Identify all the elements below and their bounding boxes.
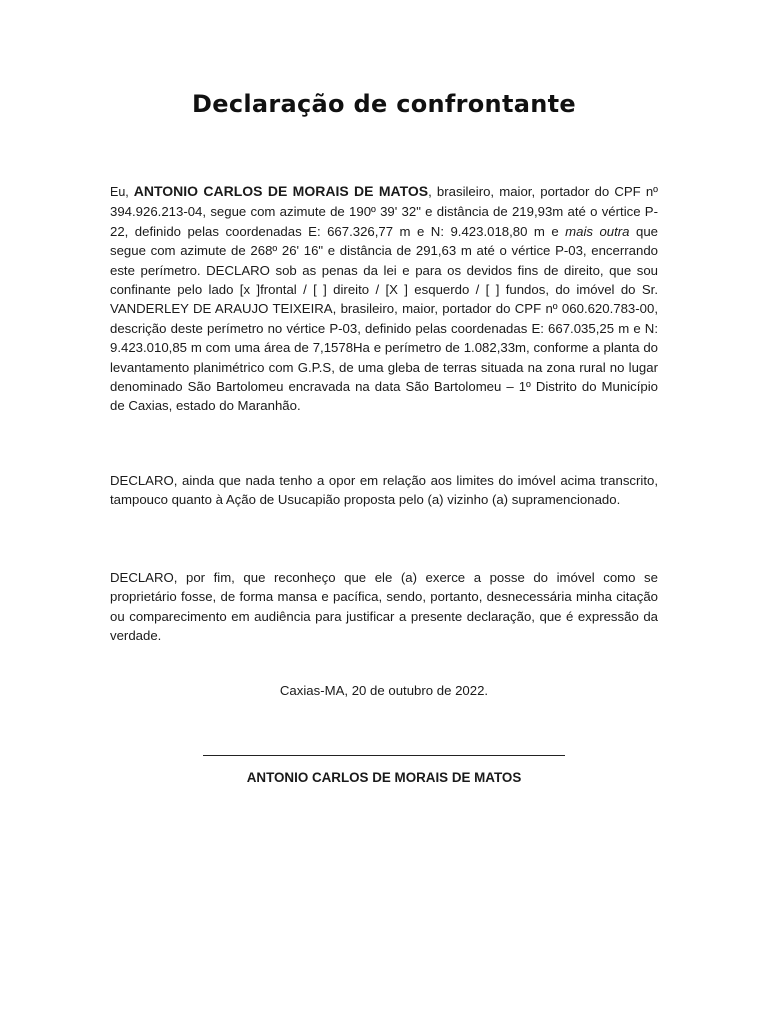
paragraph-no-opposition: DECLARO, ainda que nada tenho a opor em relação aos limites do imóvel acima transcrito, tampouco quanto à Ação de Usucapião proposta pelo (a) vizinho (a) supramencionado.	[110, 473, 658, 508]
paragraph-italic-text: mais outra	[565, 223, 630, 239]
declarant-name: ANTONIO CARLOS DE MORAIS DE MATOS	[133, 183, 429, 199]
paragraph-possession: DECLARO, por fim, que reconheço que ele (a) exerce a posse do imóvel como se proprietário fosse, de forma mansa e pacífica, sendo, portanto, desnecessária minha citação ou comparecimento em audiência para justificar a presente declaração, que é expressão da verdade.	[110, 570, 658, 644]
signature-name: ANTONIO CARLOS DE MORAIS DE MATOS	[246, 770, 522, 785]
paragraph-declaration-main	[110, 182, 658, 416]
date-line: Caxias-MA, 20 de outubro de 2022.	[279, 683, 489, 698]
signature-line	[203, 755, 565, 756]
paragraph-text-part2: que segue com azimute de 268º 26' 16" e distância de 291,63 m até o vértice P-03, encerrando este perímetro. DECLARO sob as penas da lei e para os devidos fins de direito, que sou confinante pelo lado [x ]frontal / [ ] direito / [X ] esquerdo / [ ] fundos, do imóvel do Sr. VANDERLEY DE ARAUJO TEIXEIRA, brasileiro, maior, portador do CPF nº 060.620.783-00, descrição deste perímetro no vértice P-03, definido pelas coordenadas E: 667.035,25 m e N: 9.423.010,85 m com uma área de 7,1578Ha e perímetro de 1.082,33m, conforme a planta do levantamento planimétrico com G.P.S, de uma gleba de terras situada na zona rural no lugar denominado São Bartolomeu encravada na data São Bartolomeu – 1º Distrito do Município de Caxias, estado do Maranhão.	[110, 223, 658, 414]
document-title: Declaração de confrontante	[192, 90, 576, 118]
paragraph-intro: Eu,	[110, 185, 134, 199]
paragraph-text-part1: , brasileiro, maior, portador do CPF nº 394.926.213-04, segue com azimute de 190º 39' 32" e distância de 219,93m até o vértice P-22, definido pelas coordenadas E: 667.326,77 m e N: 9.423.018,80 m e	[110, 184, 658, 239]
